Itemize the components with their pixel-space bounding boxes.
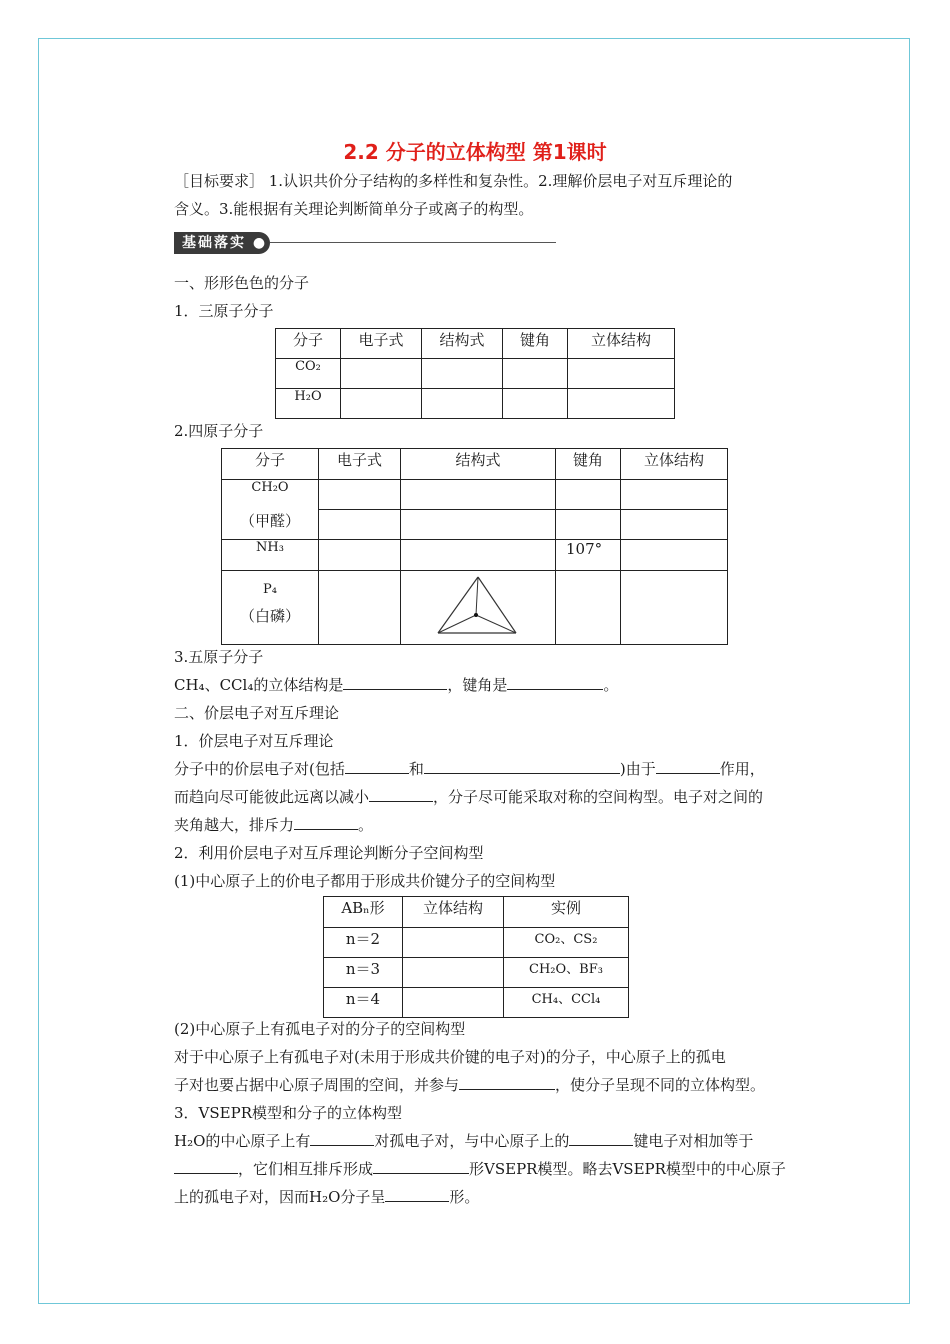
blank-field	[294, 814, 358, 830]
table-cell: NH₃	[222, 540, 319, 571]
blank-field	[459, 1074, 555, 1090]
subsection-apply-theory: 2．利用价层电子对互斥理论判断分子空间构型	[174, 844, 484, 862]
table-cell	[621, 571, 728, 645]
blank-field	[310, 1130, 374, 1146]
table-header: 结构式	[401, 449, 556, 480]
lone-pair-line-2	[174, 1072, 765, 1098]
table-header: 电子式	[319, 449, 401, 480]
table-cell	[556, 571, 621, 645]
blank-field	[174, 1158, 238, 1174]
table-cell	[556, 480, 621, 510]
subsection-lone-pairs: (2)中心原子上有孤电子对的分子的空间构型	[174, 1020, 466, 1038]
table-cell	[621, 510, 728, 540]
text: ，它们相互排斥形成	[238, 1160, 374, 1178]
table-header: ABₙ形	[324, 897, 403, 928]
section-banner	[174, 232, 270, 254]
subsection-bonding-pairs: (1)中心原子上的价电子都用于形成共价键分子的空间构型	[174, 872, 556, 890]
four-atom-table	[221, 448, 728, 645]
table-cell	[556, 510, 621, 540]
table-cell	[401, 540, 556, 571]
table-cell	[401, 510, 556, 540]
table-header: 实例	[504, 897, 629, 928]
section-2-heading: 二、价层电子对互斥理论	[174, 704, 340, 722]
three-atom-table	[275, 328, 675, 419]
objectives-line-1: ［目标要求］ 1.认识共价分子结构的多样性和复杂性。2.理解价层电子对互斥理论的	[174, 172, 733, 190]
text: 上的孤电子对，因而H₂O分子呈	[174, 1188, 386, 1206]
table-cell: H₂O	[276, 389, 341, 419]
blank-field	[343, 674, 447, 690]
table-header: 键角	[556, 449, 621, 480]
table-header: 分子	[222, 449, 319, 480]
table-cell: CO₂、CS₂	[504, 928, 629, 958]
table-cell: CO₂	[276, 359, 341, 389]
text: ，使分子呈现不同的立体构型。	[555, 1076, 766, 1094]
vsepr-line-2	[174, 1156, 786, 1182]
text: 形VSEPR模型。略去VSEPR模型中的中心原子	[469, 1160, 786, 1178]
vsepr-line-3	[174, 1184, 479, 1210]
text: 分子中的价层电子对(包括	[174, 760, 345, 778]
blank-field	[569, 1130, 633, 1146]
text: 。	[358, 816, 374, 834]
table-cell	[222, 571, 319, 645]
table-cell	[319, 571, 401, 645]
vsepr-line-1	[174, 1128, 753, 1154]
table-cell	[341, 359, 422, 389]
subsection-vsepr-theory: 1．价层电子对互斥理论	[174, 732, 334, 750]
text: 子对也要占据中心原子周围的空间，并参与	[174, 1076, 460, 1094]
table-cell: n＝2	[324, 928, 403, 958]
blank-field	[369, 786, 433, 802]
five-atom-line	[174, 672, 618, 698]
table-cell: n＝4	[324, 988, 403, 1018]
objectives-line-2: 含义。3.能根据有关理论判断简单分子或离子的构型。	[174, 200, 534, 218]
text: 形。	[449, 1188, 480, 1206]
table-cell	[621, 480, 728, 510]
table-cell	[422, 389, 503, 419]
table-cell	[319, 540, 401, 571]
p4-name: （白磷）	[239, 607, 300, 625]
abn-table	[323, 896, 629, 1018]
banner-divider	[270, 242, 556, 243]
text: 对孤电子对，与中心原子上的	[374, 1132, 570, 1150]
edge-line	[438, 577, 478, 633]
blank-field	[507, 674, 603, 690]
subsection-vsepr-model: 3．VSEPR模型和分子的立体构型	[174, 1104, 402, 1122]
table-cell	[568, 389, 675, 419]
table-cell: 107°	[556, 540, 621, 571]
text: 夹角越大，排斥力	[174, 816, 295, 834]
table-cell	[401, 571, 556, 645]
table-header: 结构式	[422, 329, 503, 359]
text: 。	[603, 676, 619, 694]
p4-label: P₄	[263, 582, 277, 597]
text: 和	[408, 760, 424, 778]
table-cell: CH₂O、BF₃	[504, 958, 629, 988]
table-cell	[319, 510, 401, 540]
center-dot	[474, 613, 478, 617]
text: 作用，	[719, 760, 765, 778]
table-cell: CH₂O	[222, 480, 319, 510]
subsection-four-atom: 2.四原子分子	[174, 422, 264, 440]
blank-field	[656, 758, 720, 774]
table-header: 立体结构	[568, 329, 675, 359]
subsection-five-atom: 3.五原子分子	[174, 648, 264, 666]
theory-line-2	[174, 784, 763, 810]
table-cell	[568, 359, 675, 389]
text: ，键角是	[447, 676, 508, 694]
theory-line-1	[174, 756, 765, 782]
theory-line-3	[174, 812, 373, 838]
table-cell	[403, 928, 504, 958]
bullet-icon: ●	[252, 235, 268, 251]
table-header: 键角	[503, 329, 568, 359]
page-border	[38, 38, 910, 1304]
blank-field	[373, 1158, 469, 1174]
table-header: 立体结构	[403, 897, 504, 928]
table-cell: n＝3	[324, 958, 403, 988]
banner-label: 基础落实	[182, 235, 246, 251]
table-header: 立体结构	[621, 449, 728, 480]
table-cell: （甲醛）	[222, 510, 319, 540]
section-1-heading: 一、形形色色的分子	[174, 274, 310, 292]
text: 而趋向尽可能彼此远离以减小	[174, 788, 370, 806]
page-title: 2.2 分子的立体构型 第1课时	[343, 140, 607, 164]
blank-field	[424, 758, 620, 774]
table-cell	[403, 988, 504, 1018]
table-cell	[422, 359, 503, 389]
blank-field	[385, 1186, 449, 1202]
blank-field	[345, 758, 409, 774]
text: ，分子尽可能采取对称的空间构型。电子对之间的	[433, 788, 764, 806]
table-cell: CH₄、CCl₄	[504, 988, 629, 1018]
table-cell	[403, 958, 504, 988]
edge-line	[476, 577, 478, 615]
lone-pair-line-1: 对于中心原子上有孤电子对(未用于形成共价键的电子对)的分子，中心原子上的孤电	[174, 1048, 726, 1066]
text: )由于	[619, 760, 656, 778]
text: CH₄、CCl₄的立体结构是	[174, 676, 344, 694]
tetrahedron-diagram	[430, 573, 526, 639]
table-cell	[503, 389, 568, 419]
table-cell	[621, 540, 728, 571]
table-cell	[341, 389, 422, 419]
table-cell	[401, 480, 556, 510]
text: H₂O的中心原子上有	[174, 1132, 311, 1150]
table-cell	[503, 359, 568, 389]
table-header: 分子	[276, 329, 341, 359]
table-cell	[319, 480, 401, 510]
table-header: 电子式	[341, 329, 422, 359]
subsection-three-atom: 1．三原子分子	[174, 302, 274, 320]
text: 键电子对相加等于	[633, 1132, 754, 1150]
